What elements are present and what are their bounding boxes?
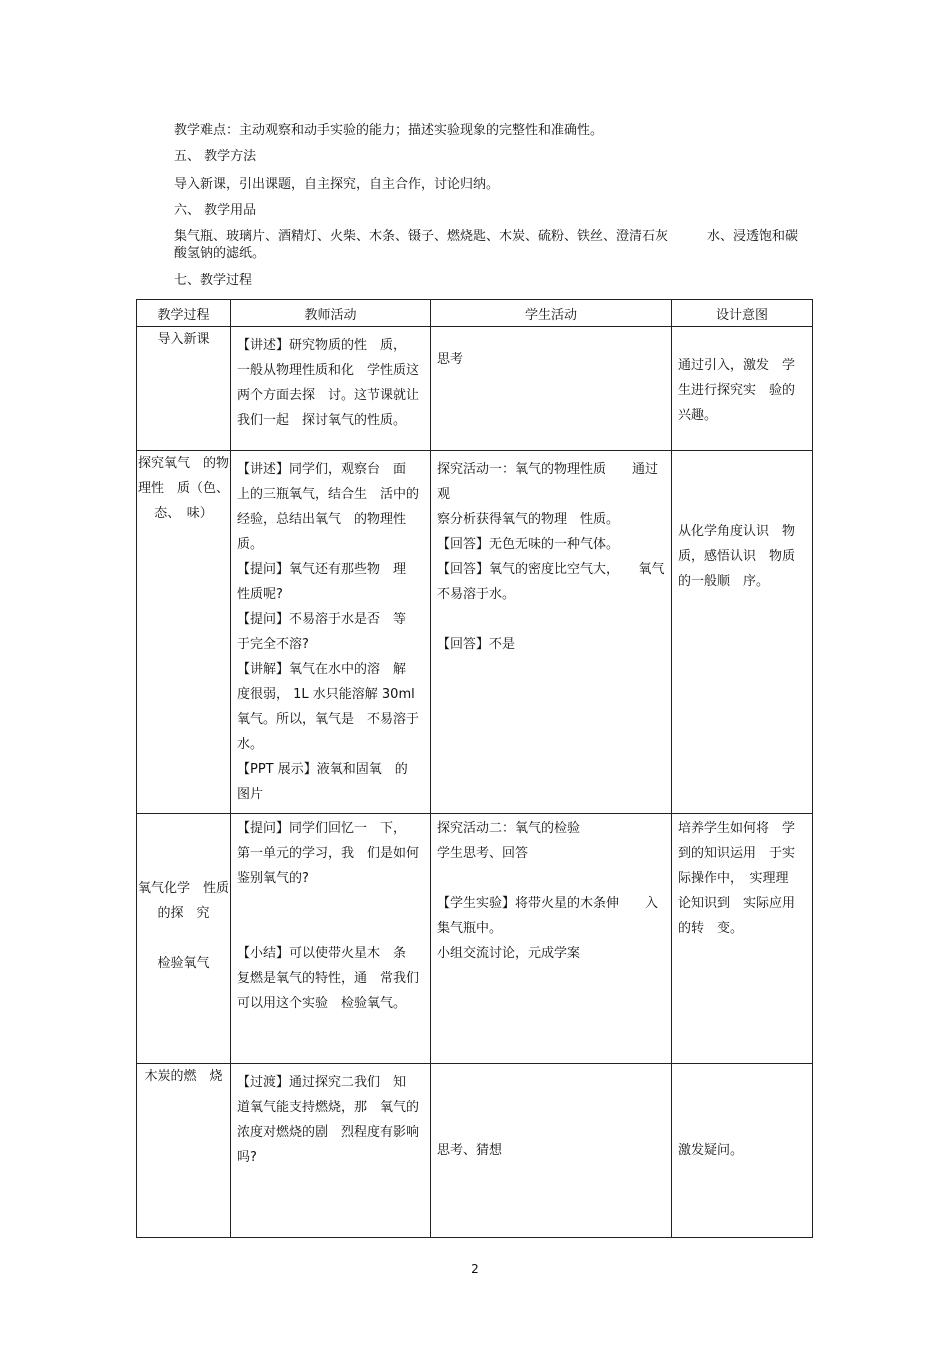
- page-number: 2: [471, 1262, 479, 1276]
- intent-cell: [672, 327, 813, 451]
- student-cell: [431, 451, 672, 814]
- student-line: 【学生实验】将带火星的木条伸 入: [437, 896, 659, 911]
- process-text: 理性 质（色、: [137, 481, 229, 496]
- teacher-line: 浓度对燃烧的剧 烈程度有影响: [237, 1125, 420, 1140]
- teacher-line: 【小结】可以使带火星木 条: [237, 946, 407, 961]
- teacher-line: [237, 891, 424, 916]
- section-six-heading: 六、 教学用品: [174, 203, 257, 218]
- teacher-line: 【讲述】研究物质的性 质，: [237, 338, 407, 353]
- teacher-line: 【过渡】通过探究二我们 知: [237, 1075, 407, 1090]
- process-text: 检验氧气: [157, 956, 210, 971]
- process-cell: [137, 327, 231, 451]
- teacher-line: 氧气。所以，氧气是 不易溶于: [237, 712, 420, 727]
- teacher-line: 两个方面去探 讨。这节课就让: [237, 388, 420, 403]
- intent-line: 质，感悟认识 物质: [678, 549, 796, 564]
- process-text: 的探 究: [157, 906, 210, 921]
- table-row: [137, 451, 813, 814]
- teaching-materials-line2: 酸氢钠的滤纸。: [174, 246, 266, 261]
- section-five-heading: 五、 教学方法: [174, 149, 257, 164]
- student-cell: [431, 1064, 672, 1238]
- teacher-line: 经验，总结出氧气 的物理性: [237, 512, 407, 527]
- teacher-line: 吗?: [237, 1150, 257, 1165]
- student-line: 不易溶于水。: [437, 587, 516, 602]
- student-line: 【回答】不是: [437, 637, 516, 652]
- teacher-line: 于完全不溶?: [237, 637, 309, 652]
- teacher-cell: [231, 451, 431, 814]
- intent-cell: [672, 451, 813, 814]
- teacher-line: 【讲解】氧气在水中的溶 解: [237, 662, 407, 677]
- teacher-cell: [231, 327, 431, 451]
- student-line: 思考、猜想: [437, 1143, 503, 1158]
- intent-line: 生进行探究实 验的: [678, 383, 796, 398]
- teacher-line: 水。: [237, 737, 264, 752]
- header-design-intent: 设计意图: [672, 300, 813, 327]
- teacher-line: 一般从物理性质和化 学性质这: [237, 363, 420, 378]
- intent-line: 通过引入，激发 学: [678, 358, 796, 373]
- intent-line: 的转 变。: [678, 921, 744, 936]
- teaching-difficulty: 教学难点：主动观察和动手实验的能力；描述实验现象的完整性和准确性。: [174, 123, 604, 138]
- process-text: 探究氧气 的物: [137, 456, 229, 471]
- intent-line: 际操作中， 实理理: [678, 871, 789, 886]
- header-process: 教学过程: [137, 300, 231, 327]
- student-line: 学生思考、回答: [437, 846, 529, 861]
- teacher-cell: [231, 814, 431, 1064]
- header-teacher-activity: 教师活动: [231, 300, 431, 327]
- process-text: 态、 味）: [154, 506, 213, 521]
- intent-line: 论知识到 实际应用: [678, 896, 796, 911]
- student-line: [437, 866, 665, 891]
- teacher-cell: [231, 1064, 431, 1238]
- intent-line: 激发疑问。: [678, 1143, 744, 1158]
- process-cell: [137, 814, 231, 1064]
- process-text: 氧气化学 性质: [137, 881, 229, 896]
- teacher-line: 【提问】氧气还有那些物 理: [237, 562, 407, 577]
- student-line: 思考: [437, 352, 464, 367]
- intent-cell: [672, 1064, 813, 1238]
- teacher-line: 【提问】不易溶于水是否 等: [237, 612, 407, 627]
- teacher-line: 第一单元的学习，我 们是如何: [237, 846, 420, 861]
- intent-line: 培养学生如何将 学: [678, 821, 796, 836]
- student-line: 【回答】无色无味的一种气体。: [437, 537, 620, 552]
- teacher-line: 度很弱， 1L 水只能溶解 30ml: [237, 687, 415, 702]
- student-line: 探究活动二：氧气的检验: [437, 821, 581, 836]
- student-line: 察分析获得氧气的物理 性质。: [437, 512, 620, 527]
- header-student-activity: 学生活动: [431, 300, 672, 327]
- process-text: 木炭的燃 烧: [144, 1069, 223, 1084]
- teacher-line: 鉴别氧气的?: [237, 871, 309, 886]
- process-text: 导入新课: [157, 332, 210, 347]
- student-cell: [431, 327, 672, 451]
- student-line: [437, 607, 665, 632]
- process-cell: [137, 451, 231, 814]
- teacher-line: 【讲述】同学们，观察台 面: [237, 462, 407, 477]
- student-line: 小组交流讨论，元成学案: [437, 946, 581, 961]
- intent-line: 从化学角度认识 物: [678, 524, 796, 539]
- teaching-method-text: 导入新课，引出课题，自主探究，自主合作，讨论归纳。: [174, 177, 500, 192]
- process-cell: [137, 1064, 231, 1238]
- process-text: [137, 926, 230, 951]
- teacher-line: 可以用这个实验 检验氧气。: [237, 996, 407, 1011]
- teacher-line: 复燃是氧气的特性，通 常我们: [237, 971, 420, 986]
- teacher-line: 性质呢?: [237, 587, 283, 602]
- teacher-line: [237, 916, 424, 941]
- teaching-materials-line1: 集气瓶、玻璃片、酒精灯、火柴、木条、镊子、燃烧匙、木炭、硫粉、铁丝、澄清石灰 水、浸透饱和碳: [174, 229, 799, 244]
- teacher-line: 我们一起 探讨氧气的性质。: [237, 413, 407, 428]
- teacher-line: 图片: [237, 787, 264, 802]
- teacher-line: 上的三瓶氧气，结合生 活中的: [237, 487, 420, 502]
- teacher-line: 道氧气能支持燃烧，那 氧气的: [237, 1100, 420, 1115]
- teaching-process-table: [136, 299, 813, 1238]
- intent-line: 到的知识运用 于实: [678, 846, 796, 861]
- intent-cell: [672, 814, 813, 1064]
- section-seven-heading: 七、教学过程: [174, 273, 253, 288]
- intent-line: 的一般顺 序。: [678, 574, 770, 589]
- student-cell: [431, 814, 672, 1064]
- table-row: [137, 814, 813, 1064]
- table-row: [137, 327, 813, 451]
- student-line: 探究活动一：氧气的物理性质 通过观: [437, 462, 659, 502]
- table-header-row: [137, 300, 813, 327]
- student-line: 集气瓶中。: [437, 921, 503, 936]
- teacher-line: 【PPT 展示】液氧和固氧 的: [237, 762, 408, 777]
- teacher-line: 质。: [237, 537, 264, 552]
- student-line: 【回答】氧气的密度比空气大， 氧气: [437, 562, 665, 577]
- table-row: [137, 1064, 813, 1238]
- intent-line: 兴趣。: [678, 408, 718, 423]
- teacher-line: 【提问】同学们回忆一 下，: [237, 821, 407, 836]
